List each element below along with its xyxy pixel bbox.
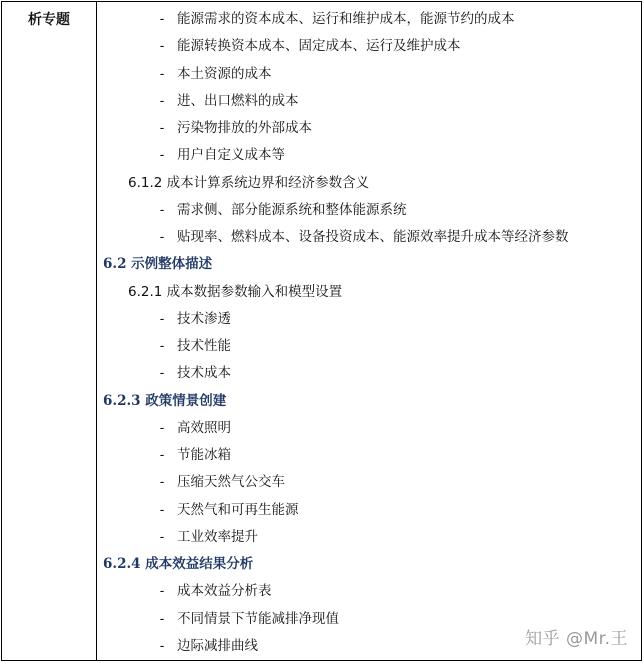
bullet-text: 需求侧、部分能源系统和整体能源系统 (177, 201, 407, 218)
bullet-text: 不同情景下节能减排净现值 (177, 610, 339, 627)
bullet-text: 天然气和可再生能源 (177, 501, 299, 518)
watermark-text: 知乎 @Mr.王 (525, 629, 628, 649)
outline-table (1, 1, 642, 661)
bullet-text: 技术性能 (177, 338, 231, 354)
bullet-dash: - (159, 447, 165, 463)
section-heading: 6.2.3 政策情景创建 (103, 392, 227, 409)
header-cell-text: 析专题 (28, 12, 70, 28)
bullet-dash: - (159, 147, 165, 164)
bullet-dash: - (159, 310, 165, 327)
bullet-text: 节能冰箱 (177, 447, 231, 463)
content-column (97, 2, 641, 660)
bullet-text: 贴现率、燃料成本、设备投资成本、能源效率提升成本等经济参数 (177, 229, 569, 245)
bullet-dash: - (159, 637, 165, 654)
subsection-heading: 6.2.1 成本数据参数输入和模型设置 (128, 283, 343, 300)
bullet-dash: - (159, 501, 165, 518)
bullet-text: 技术成本 (177, 365, 231, 382)
bullet-dash: - (159, 365, 165, 382)
left-header-column (2, 2, 97, 660)
bullet-dash: - (159, 419, 165, 436)
bullet-dash: - (159, 474, 165, 491)
bullet-dash: - (159, 120, 165, 136)
bullet-dash: - (159, 338, 165, 354)
bullet-text: 工业效率提升 (177, 528, 258, 545)
bullet-dash: - (159, 11, 165, 27)
bullet-text: 本土资源的成本 (177, 65, 272, 82)
bullet-text: 能源需求的资本成本、运行和维护成本，能源节约的成本 (177, 11, 515, 27)
section-heading: 6.2.4 成本效益结果分析 (103, 556, 254, 572)
bullet-dash: - (159, 65, 165, 82)
subsection-heading: 6.1.2 成本计算系统边界和经济参数含义 (128, 174, 370, 191)
bullet-text: 成本效益分析表 (177, 583, 272, 600)
bullet-text: 污染物排放的外部成本 (177, 120, 312, 136)
bullet-dash: - (159, 229, 165, 245)
bullet-text: 能源转换资本成本、固定成本、运行及维护成本 (177, 38, 461, 55)
bullet-text: 压缩天然气公交车 (177, 474, 285, 491)
bullet-dash: - (159, 528, 165, 545)
bullet-dash: - (159, 583, 165, 600)
bullet-text: 进、出口燃料的成本 (177, 92, 299, 109)
bullet-dash: - (159, 201, 165, 218)
bullet-dash: - (159, 38, 165, 55)
bullet-text: 高效照明 (177, 419, 231, 436)
bullet-text: 边际减排曲线 (177, 637, 258, 654)
bullet-text: 技术渗透 (177, 310, 231, 327)
bullet-text: 用户自定义成本等 (177, 147, 285, 164)
bullet-dash: - (159, 92, 165, 109)
bullet-dash: - (159, 610, 165, 627)
section-heading: 6.2 示例整体描述 (103, 256, 213, 273)
